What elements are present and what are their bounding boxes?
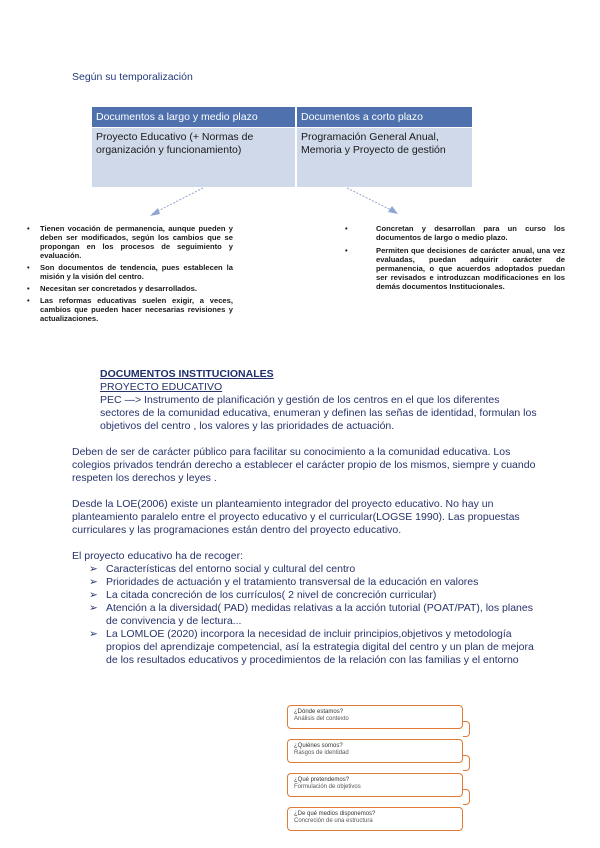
pec-definition: PEC —> Instrumento de planificación y gestión de los centros en el que los diferentes sectores de la comunidad educativa, enumeran y definen las señas de identidad, formulan los objetivos del centro , los valores y las prioridades de actuación. (100, 394, 537, 432)
flow-step: ¿Qué pretendemos? Formulación de objetivos (287, 773, 463, 797)
list-item: • Necesitan ser concretados y desarrollados. (27, 284, 233, 293)
section-subtitle: Según su temporalización (72, 71, 193, 83)
table-divider-vertical (295, 107, 297, 187)
flow-step: ¿De qué medios disponemos? Concreción de una estructura (287, 807, 463, 831)
list-item: ➢ Características del entorno social y cultural del centro (89, 563, 356, 575)
content-list (72, 563, 542, 667)
arrowhead-left (150, 208, 160, 216)
list-item: • Las reformas educativas suelen exigir, a veces, cambios que pueden hacer necesarias revisiones y actualizaciones. (27, 296, 233, 323)
list-item: ➢ Prioridades de actuación y el tratamiento transversal de la educación en valores (89, 576, 479, 588)
flow-connector (463, 721, 470, 737)
long-term-bullets (27, 224, 233, 326)
flow-step: ¿Dónde estamos? Análisis del contexto (287, 705, 463, 729)
list-item: • Tienen vocación de permanencia, aunque pueden y deben ser modificados, según los cambios que se propongan en los procesos de seguimiento y evaluación. (27, 224, 233, 260)
arrow-bullet-icon: ➢ (89, 602, 98, 614)
cell-long-term: Proyecto Educativo (+ Normas de organización y funcionamiento) (96, 131, 254, 156)
project-section (72, 368, 542, 667)
documents-table (92, 107, 472, 187)
list-item: • Permiten que decisiones de carácter anual, una vez evaluadas, puedan adquirir carácter de permanencia, o que acuerdos adoptados puedan ser revisados e introduzcan modificaciones en los demás documentos Institucionales. (345, 246, 565, 291)
header-short-term: Documentos a corto plazo (297, 107, 472, 127)
short-term-bullets (345, 224, 565, 295)
arrowhead-right (388, 206, 398, 214)
flow-connector (463, 755, 470, 771)
flow-connector (463, 789, 470, 805)
arrow-left (152, 188, 203, 214)
arrow-right (347, 188, 395, 212)
table-divider-horizontal (92, 127, 472, 128)
arrow-bullet-icon: ➢ (89, 576, 98, 588)
arrow-bullet-icon: ➢ (89, 589, 98, 601)
list-item: ➢ La citada concreción de los currículos( 2 nivel de concreción curricular) (89, 589, 437, 601)
list-item: ➢ La LOMLOE (2020) incorpora la necesidad de incluir principios,objetivos y metodología propios del aprendizaje competencial, así la estrategia digital del centro y un plan de mejora de los resultados educativos y procedimientos de la relación con las familias y el entorno (89, 628, 534, 666)
list-item: • Concretan y desarrollan para un curso los documentos de largo o medio plazo. (345, 224, 565, 242)
section-heading: DOCUMENTOS INSTITUCIONALES (100, 368, 274, 380)
header-long-term: Documentos a largo y medio plazo (92, 107, 295, 127)
section-subheading: PROYECTO EDUCATIVO (100, 381, 223, 393)
paragraph-loe: Desde la LOE(2006) existe un planteamiento integrador del proyecto educativo. No hay un planteamiento paralelo entre el proyecto educativo y el curricular(LOGSE 1990). Las propuestas curriculares y las programaciones están dentro del proyecto educativo. (72, 498, 520, 536)
paragraph-public: Deben de ser de carácter público para facilitar su conocimiento a la comunidad educativa. Los colegios privados tendrán derecho a establecer el carácter propio de los mismos, siempre y cuando respeten los derechos y leyes . (72, 446, 536, 484)
list-intro: El proyecto educativo ha de recoger: (72, 550, 244, 562)
list-item: • Son documentos de tendencia, pues establecen la misión y la visión del centro. (27, 263, 233, 281)
flow-step: ¿Quiénes somos? Rasgos de identidad (287, 739, 463, 763)
cell-short-term: Programación General Anual, Memoria y Proyecto de gestión (301, 131, 446, 156)
list-item: ➢ Atención a la diversidad( PAD) medidas relativas a la acción tutorial (POAT/PAT), los planes de convivencia y de lectura... (89, 602, 533, 627)
arrow-bullet-icon: ➢ (89, 628, 98, 640)
arrow-bullet-icon: ➢ (89, 563, 98, 575)
